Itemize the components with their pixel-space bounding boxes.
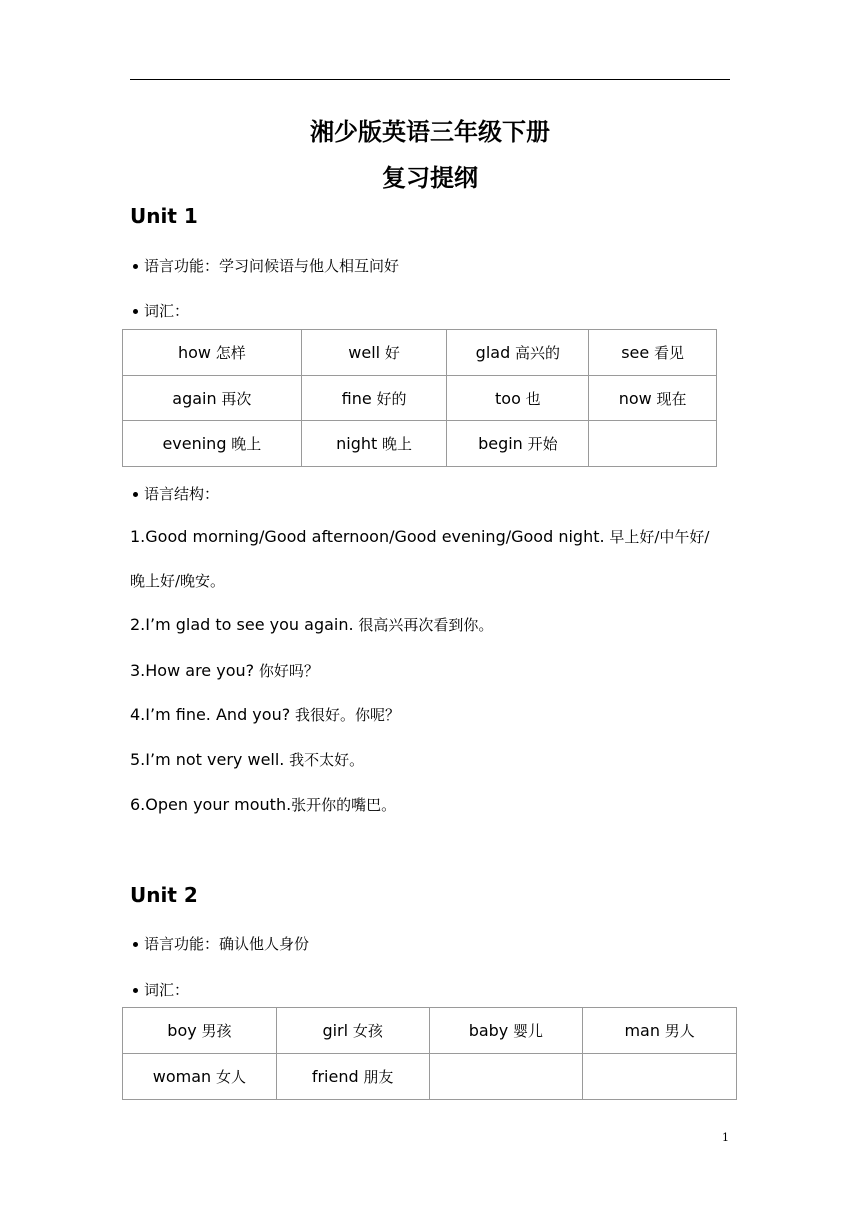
sentence-line: 6.Open your mouth.张开你的嘴巴。	[130, 795, 397, 814]
table-row	[123, 421, 717, 467]
unit2-vocab-label: 词汇：	[144, 981, 190, 999]
vocab-cell: night 晚上	[301, 421, 447, 467]
bullet-icon	[133, 988, 138, 993]
vocab-cell: evening 晚上	[123, 421, 302, 467]
unit1-vocab-item	[133, 300, 189, 321]
vocab-cell: well 好	[301, 330, 447, 376]
table-row	[123, 1008, 737, 1054]
unit1-vocab-label: 词汇：	[144, 302, 190, 320]
unit2-function-item	[133, 933, 309, 954]
bullet-icon	[133, 264, 138, 269]
vocab-cell: too 也	[447, 376, 589, 421]
page-number: 1	[722, 1131, 729, 1144]
bullet-icon	[133, 492, 138, 497]
unit1-structure-item	[133, 483, 219, 504]
unit1-heading: Unit 1	[130, 204, 198, 228]
vocab-cell: now 现在	[589, 376, 717, 421]
header-rule	[130, 79, 730, 80]
unit2-vocab-item	[133, 979, 189, 1000]
document-title: 湘少版英语三年级下册	[310, 118, 550, 146]
unit1-structure-label: 语言结构：	[144, 485, 220, 503]
vocab-cell: woman 女人	[123, 1054, 277, 1100]
vocab-cell: begin 开始	[447, 421, 589, 467]
unit1-function-text: 语言功能：学习问候语与他人相互问好	[144, 257, 400, 275]
bullet-icon	[133, 309, 138, 314]
vocab-cell	[429, 1054, 583, 1100]
vocab-cell: again 再次	[123, 376, 302, 421]
table-row	[123, 1054, 737, 1100]
table-row	[123, 330, 717, 376]
vocab-cell: see 看见	[589, 330, 717, 376]
document-subtitle: 复习提纲	[382, 164, 478, 192]
vocab-cell: friend 朋友	[276, 1054, 429, 1100]
unit2-vocab-table	[122, 1007, 737, 1100]
vocab-cell: glad 高兴的	[447, 330, 589, 376]
vocab-cell: fine 好的	[301, 376, 447, 421]
sentence-line: 3.How are you? 你好吗？	[130, 661, 319, 680]
vocab-cell: how 怎样	[123, 330, 302, 376]
unit1-function-item	[133, 255, 399, 276]
sentence-line: 1.Good morning/Good afternoon/Good evening/Good night. 早上好/中午好/	[130, 527, 710, 546]
bullet-icon	[133, 942, 138, 947]
table-row	[123, 376, 717, 421]
unit2-heading: Unit 2	[130, 883, 198, 907]
unit1-vocab-table	[122, 329, 717, 467]
vocab-cell	[583, 1054, 737, 1100]
sentence-line: 晚上好/晚安。	[130, 572, 226, 590]
vocab-cell	[589, 421, 717, 467]
vocab-cell: baby 婴儿	[429, 1008, 583, 1054]
sentence-line: 2.I’m glad to see you again. 很高兴再次看到你。	[130, 615, 494, 634]
unit2-function-text: 语言功能：确认他人身份	[144, 935, 310, 953]
vocab-cell: man 男人	[583, 1008, 737, 1054]
vocab-cell: boy 男孩	[123, 1008, 277, 1054]
vocab-cell: girl 女孩	[276, 1008, 429, 1054]
sentence-line: 4.I’m fine. And you? 我很好。你呢？	[130, 705, 400, 724]
sentence-line: 5.I’m not very well. 我不太好。	[130, 750, 365, 769]
